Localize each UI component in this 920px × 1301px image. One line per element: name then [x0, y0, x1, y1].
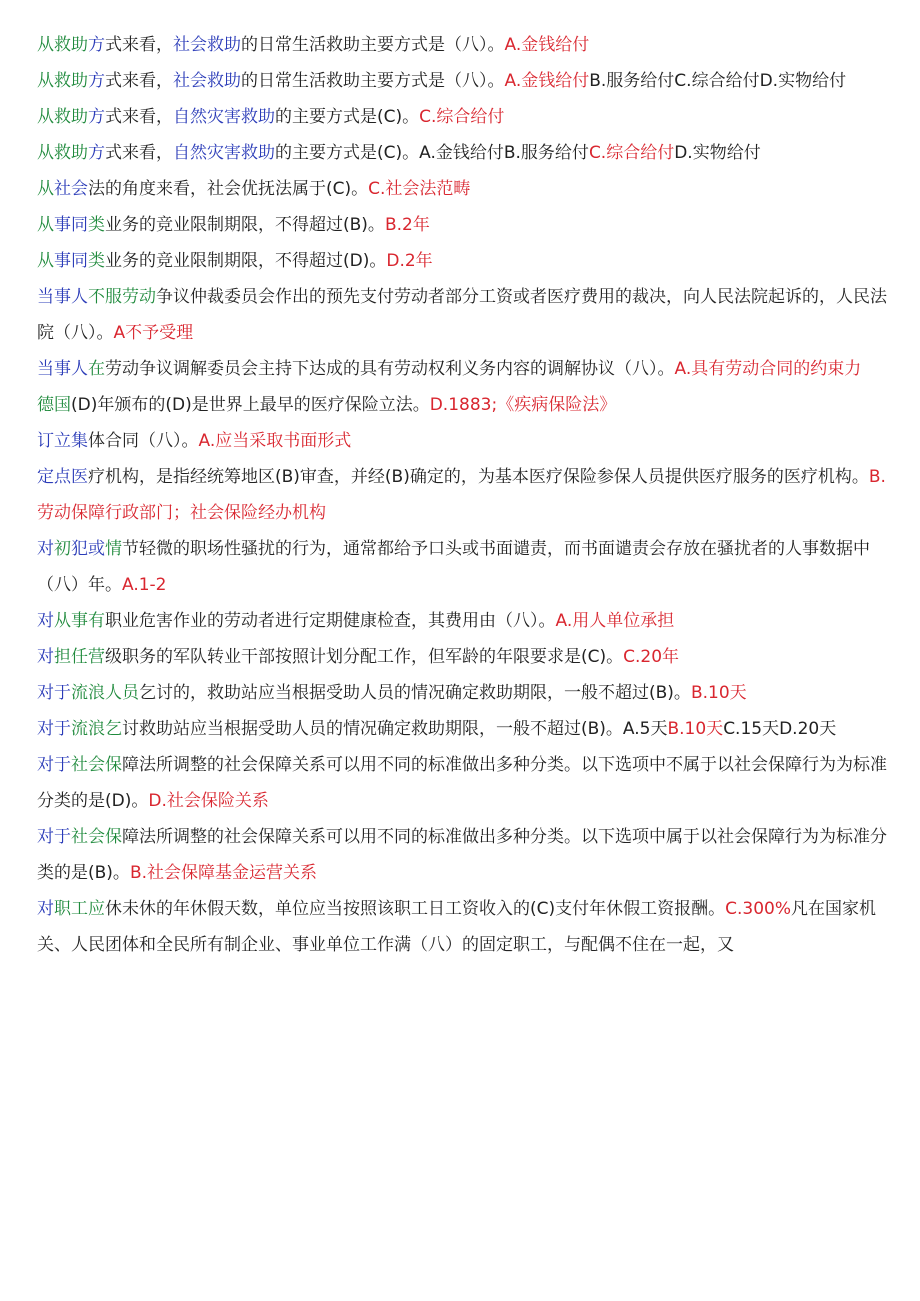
- entry-text: 对: [37, 539, 54, 559]
- entry-text: 对: [37, 647, 54, 667]
- entry-text: 方: [88, 143, 105, 163]
- entry: [37, 135, 899, 171]
- entry-text: 争议仲裁委员会作出的预先支付劳动者部分工资或者医疗费用的裁决，向人民法院起诉的，人民法院（八）。: [37, 287, 887, 343]
- entry-options: B.服务给付C.综合给付D.实物给付: [589, 71, 847, 91]
- entry-text: 的主要方式是(C)。: [275, 107, 420, 127]
- document-body: [37, 27, 899, 963]
- entry-answer: D.社会保险关系: [148, 791, 269, 811]
- entry-options: D.实物给付: [674, 143, 761, 163]
- entry-text: 订立集: [37, 431, 88, 451]
- entry-text: 的日常生活救助主要方式是（八）。: [241, 71, 505, 91]
- entry-answer: C.300%: [725, 899, 792, 919]
- entry-answer: D.1883;《疾病保险法》: [429, 395, 617, 415]
- entry-answer: B.社会保障基金运营关系: [129, 863, 318, 883]
- entry: [37, 279, 899, 351]
- entry-answer: B.10天: [667, 719, 724, 739]
- entry-text: 对于: [37, 755, 71, 775]
- entry-answer: B.劳动保障行政部门；社会保险经办机构: [37, 467, 886, 523]
- entry-answer: A.1-2: [122, 575, 167, 595]
- entry-text: 方: [88, 35, 105, 55]
- entry-text: 的日常生活救助主要方式是（八）。: [241, 35, 505, 55]
- entry: [37, 639, 899, 675]
- entry-answer: C.20年: [623, 647, 680, 667]
- entry: [37, 207, 899, 243]
- entry-answer: A.具有劳动合同的约束力: [674, 359, 862, 379]
- entry-text: 对: [37, 611, 54, 631]
- entry-text: 乞讨的，救助站应当根据受助人员的情况确定救助期限，一般不超过(B)。: [139, 683, 691, 703]
- entry-text: 从救助: [37, 143, 88, 163]
- entry-text: 级职务的军队转业干部按照计划分配工作，但军龄的年限要求是(C)。: [105, 647, 624, 667]
- entry-text: 类: [88, 251, 105, 271]
- entry-text: 当事人: [37, 287, 88, 307]
- entry-text: 从: [37, 215, 54, 235]
- entry-text: 方: [88, 71, 105, 91]
- entry: [37, 819, 899, 891]
- entry-answer: A.金钱给付: [504, 71, 590, 91]
- entry-text: 式来看，: [105, 107, 173, 127]
- entry-text: 法的角度来看，社会优抚法属于(C)。: [88, 179, 369, 199]
- entry-text: 在: [88, 359, 105, 379]
- entry: [37, 243, 899, 279]
- entry-text: 职工应: [54, 899, 105, 919]
- entry-text: 德国: [37, 395, 71, 415]
- entry-text: (D)年颁布的(D)是世界上最早的医疗保险立法。: [71, 395, 430, 415]
- entry: [37, 711, 899, 747]
- entry-text: 业务的竞业限制期限，不得超过(B)。: [105, 215, 385, 235]
- entry-text: 体合同（八）。: [88, 431, 199, 451]
- entry-text: 不服劳动: [88, 287, 156, 307]
- entry-answer: D.2年: [386, 251, 433, 271]
- entry-text: 类: [88, 215, 105, 235]
- entry-text: 职业危害作业的劳动者进行定期健康检查，其费用由（八）。: [105, 611, 556, 631]
- entry-answer: C.社会法范畴: [368, 179, 471, 199]
- entry-text: 式来看，: [105, 35, 173, 55]
- entry-text: 讨救助站应当根据受助人员的情况确定救助期限，一般不超过(B)。A.5天: [122, 719, 668, 739]
- entry: [37, 747, 899, 819]
- entry-answer: C.综合给付: [419, 107, 505, 127]
- entry-text: 事同: [54, 251, 88, 271]
- entry: [37, 675, 899, 711]
- entry-text: 从: [37, 251, 54, 271]
- entry-text: 业务的竞业限制期限，不得超过(D)。: [105, 251, 387, 271]
- entry-answer: A不予受理: [113, 323, 194, 343]
- entry-text: 自然灾害救助: [173, 143, 275, 163]
- entry-text: 休未休的年休假天数，单位应当按照该职工日工资收入的(C)支付年休假工资报酬。: [105, 899, 726, 919]
- entry-text: 从救助: [37, 35, 88, 55]
- entry-text: 从救助: [37, 107, 88, 127]
- entry-text: 式来看，: [105, 143, 173, 163]
- entry-text: 流浪乞: [71, 719, 122, 739]
- entry-text: 当事人: [37, 359, 88, 379]
- entry-text: 事同: [54, 215, 88, 235]
- entry-text: 情: [105, 539, 122, 559]
- entry-text: 社会保: [71, 827, 122, 847]
- entry-answer: A.用人单位承担: [555, 611, 675, 631]
- entry: [37, 423, 899, 459]
- entry-text: 的主要方式是(C)。A.金钱给付B.服务给付: [275, 143, 589, 163]
- entry: [37, 63, 899, 99]
- entry: [37, 531, 899, 603]
- entry-options: C.15天D.20天: [723, 719, 837, 739]
- entry-text: 对于: [37, 719, 71, 739]
- entry-text: 社会保: [71, 755, 122, 775]
- entry-text: 社会救助: [173, 71, 241, 91]
- entry: [37, 603, 899, 639]
- entry: [37, 171, 899, 207]
- entry-text: 对于: [37, 827, 71, 847]
- entry: [37, 99, 899, 135]
- entry: [37, 891, 899, 963]
- entry-text: 障法所调整的社会保障关系可以用不同的标准做出多种分类。以下选项中属于以社会保障行为为标准分类的是(B)。: [37, 827, 887, 883]
- entry-text: 社会救助: [173, 35, 241, 55]
- entry-text: 对: [37, 899, 54, 919]
- entry-text: 式来看，: [105, 71, 173, 91]
- entry-text: 从事有: [54, 611, 105, 631]
- entry-text: 节轻微的职场性骚扰的行为，通常都给予口头或书面谴责，而书面谴责会存放在骚扰者的人事数据中（八）年。: [37, 539, 870, 595]
- entry-text: 社会: [54, 179, 88, 199]
- entry: [37, 27, 899, 63]
- entry-text: 自然灾害救助: [173, 107, 275, 127]
- entry-answer: A.应当采取书面形式: [198, 431, 352, 451]
- entry: [37, 351, 899, 387]
- entry-answer: A.金钱给付: [504, 35, 590, 55]
- entry-text: 初: [54, 539, 71, 559]
- entry-text: 疗机构，是指经统筹地区(B)审查，并经(B)确定的，为基本医疗保险参保人员提供医疗服务的医疗机构。: [88, 467, 869, 487]
- entry-answer: B.2年: [384, 215, 430, 235]
- entry-text: 方: [88, 107, 105, 127]
- entry: [37, 387, 899, 423]
- entry-text: 流浪人员: [71, 683, 139, 703]
- entry-text: 从救助: [37, 71, 88, 91]
- entry-text: 对于: [37, 683, 71, 703]
- entry-text: 从: [37, 179, 54, 199]
- entry-text: 劳动争议调解委员会主持下达成的具有劳动权利义务内容的调解协议（八）。: [105, 359, 675, 379]
- entry-answer: B.10天: [690, 683, 747, 703]
- entry-text: 凡在国家机关、人民团体和全民所有制企业、事业单位工作满（八）的固定职工，与配偶不住在一起，又: [37, 899, 877, 955]
- entry-text: 担任营: [54, 647, 105, 667]
- entry-text: 犯或: [71, 539, 105, 559]
- entry-answer: C.综合给付: [588, 143, 675, 163]
- entry-text: 障法所调整的社会保障关系可以用不同的标准做出多种分类。以下选项中不属于以社会保障行为为标准分类的是(D)。: [37, 755, 887, 811]
- entry-text: 定点医: [37, 467, 88, 487]
- entry: [37, 459, 899, 531]
